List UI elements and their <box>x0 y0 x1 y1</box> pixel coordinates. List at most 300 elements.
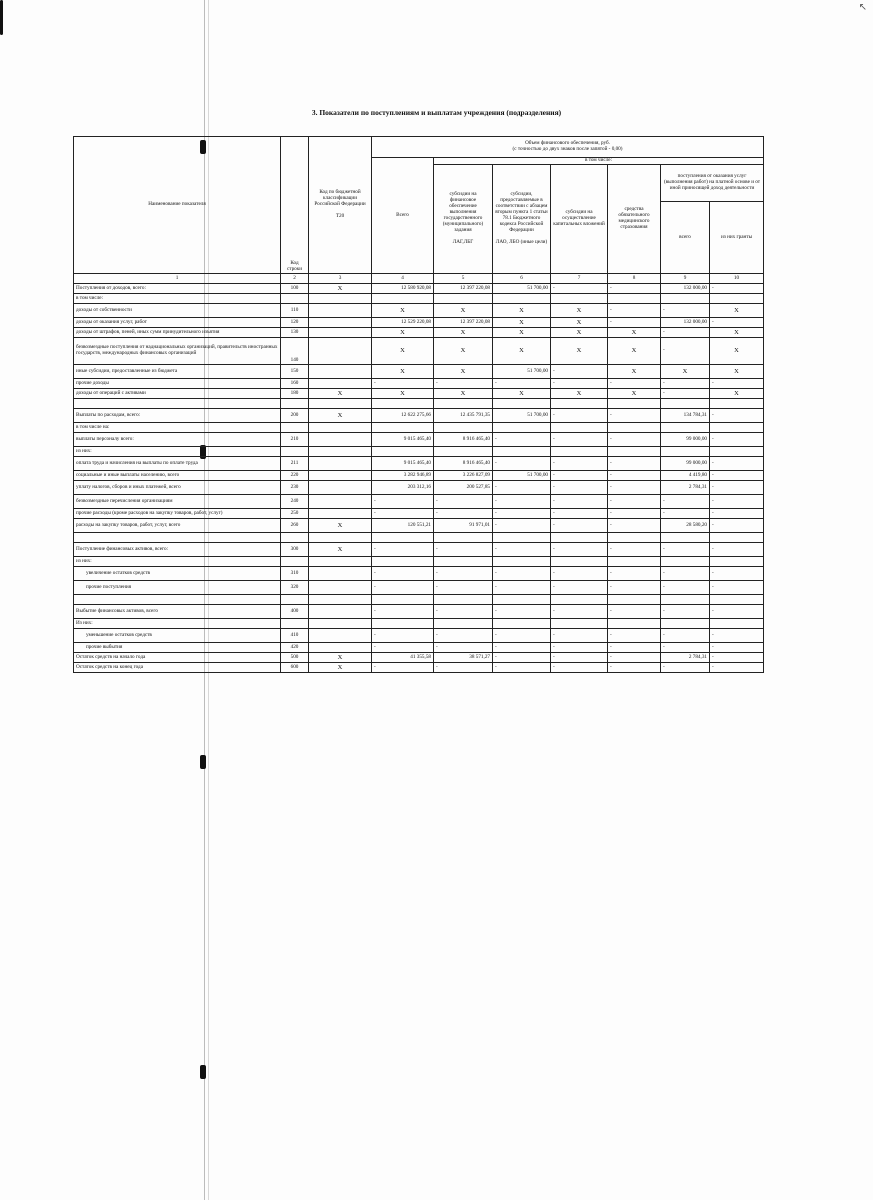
column-number: 5 <box>434 274 493 284</box>
row-kbk <box>309 605 372 619</box>
cell-c5 <box>434 294 493 304</box>
cell-c4: 12 529 220,08 <box>372 318 434 328</box>
cell-c7 <box>551 619 608 629</box>
row-name: Поступления от доходов, всего: <box>74 284 281 294</box>
cell-c4: 12 622 275,66 <box>372 409 434 423</box>
cell-c6: - <box>493 519 551 533</box>
cell-c9: 2 784,31 <box>661 653 710 663</box>
row-name: безвозмездные перечисления организациям <box>74 495 281 509</box>
cell-c10: - <box>710 471 764 481</box>
cell-c6: - <box>493 663 551 673</box>
row-name: иные субсидии, предоставленные из бюджета <box>74 365 281 379</box>
header-c8: средства обязательного медицинского страхования <box>608 165 661 274</box>
cell-c8: - <box>608 433 661 447</box>
scan-edge-mark <box>0 0 3 35</box>
cell-c7: - <box>551 471 608 481</box>
cell-c7: - <box>551 519 608 533</box>
cell-c10: - <box>710 284 764 294</box>
row-name: доходы от операций с активами <box>74 389 281 399</box>
cell-c4: - <box>372 379 434 389</box>
header-volume-label: Объем финансового обеспечения, руб. <box>525 140 610 147</box>
cell-c10 <box>710 557 764 567</box>
cell-c10: - <box>710 495 764 509</box>
cell-c6: 51 700,00 <box>493 365 551 379</box>
row-code <box>281 423 309 433</box>
cell-c5: 3 226 827,09 <box>434 471 493 481</box>
column-number: 1 <box>74 274 281 284</box>
row-kbk <box>309 567 372 581</box>
row-name: социальные и иные выплаты населению, всего <box>74 471 281 481</box>
cell-c10: - <box>710 605 764 619</box>
table-row <box>74 605 764 619</box>
column-number: 4 <box>372 274 434 284</box>
cell-c4 <box>372 557 434 567</box>
table-row <box>74 284 764 294</box>
row-kbk <box>309 447 372 457</box>
cell-c10: - <box>710 543 764 557</box>
cell-c9 <box>661 294 710 304</box>
cell-c10: - <box>710 581 764 595</box>
cell-c10: - <box>710 653 764 663</box>
row-code: 320 <box>281 581 309 595</box>
empty-cell <box>434 533 493 543</box>
row-kbk: X <box>309 543 372 557</box>
row-code: 240 <box>281 495 309 509</box>
empty-cell <box>551 399 608 409</box>
cell-c7: X <box>551 304 608 318</box>
cell-c4: - <box>372 663 434 673</box>
cell-c6 <box>493 294 551 304</box>
row-code: 200 <box>281 409 309 423</box>
table-row <box>74 643 764 653</box>
cell-c10: - <box>710 409 764 423</box>
cell-c10: - <box>710 509 764 519</box>
cell-c7: - <box>551 409 608 423</box>
spacer-row <box>74 595 764 605</box>
empty-cell <box>551 595 608 605</box>
row-name: Из них: <box>74 619 281 629</box>
cell-c6 <box>493 423 551 433</box>
cell-c6: - <box>493 457 551 471</box>
cell-c8 <box>608 557 661 567</box>
cell-c5: - <box>434 605 493 619</box>
cell-c7 <box>551 423 608 433</box>
cell-c8 <box>608 294 661 304</box>
cell-c6: - <box>493 433 551 447</box>
empty-cell <box>710 399 764 409</box>
table-row <box>74 409 764 423</box>
cell-c8: X <box>608 338 661 365</box>
cell-c8: X <box>608 365 661 379</box>
row-code: 160 <box>281 379 309 389</box>
cell-c10: - <box>710 567 764 581</box>
table-row <box>74 543 764 557</box>
column-number: 10 <box>710 274 764 284</box>
cell-c9: - <box>661 629 710 643</box>
row-name: безвозмездные поступления от наднациональных организаций, правительств иностранных государств, международных финансовых организаций <box>74 338 281 365</box>
cell-c8: - <box>608 605 661 619</box>
row-name: уменьшение остатков средств <box>74 629 281 643</box>
column-number-row <box>74 274 764 284</box>
header-c9: всего <box>661 202 710 274</box>
cell-c8 <box>608 447 661 457</box>
cell-c9: 99 000,00 <box>661 457 710 471</box>
empty-cell <box>493 595 551 605</box>
cell-c7: X <box>551 318 608 328</box>
cell-c9 <box>661 557 710 567</box>
empty-cell <box>309 399 372 409</box>
row-code <box>281 557 309 567</box>
cell-c6: X <box>493 304 551 318</box>
cell-c5: 200 527,85 <box>434 481 493 495</box>
table-row <box>74 457 764 471</box>
row-code: 400 <box>281 605 309 619</box>
cell-c4: - <box>372 509 434 519</box>
cell-c7: - <box>551 433 608 447</box>
cell-c6: - <box>493 643 551 653</box>
cell-c4: - <box>372 543 434 557</box>
cell-c4: - <box>372 605 434 619</box>
cell-c5: 8 916 465,40 <box>434 433 493 447</box>
empty-cell <box>309 533 372 543</box>
cell-c6: - <box>493 509 551 519</box>
table-row <box>74 433 764 447</box>
cell-c7: - <box>551 481 608 495</box>
row-name: доходы от собственности <box>74 304 281 318</box>
cell-c7: - <box>551 653 608 663</box>
row-name: уплату налогов, сборов и иных платежей, всего <box>74 481 281 495</box>
row-code: 310 <box>281 567 309 581</box>
cell-c8: - <box>608 495 661 509</box>
column-number: 9 <box>661 274 710 284</box>
cell-c9: - <box>661 581 710 595</box>
row-kbk <box>309 471 372 481</box>
column-number: 3 <box>309 274 372 284</box>
table-row <box>74 619 764 629</box>
cell-c7: - <box>551 663 608 673</box>
cell-c7: - <box>551 495 608 509</box>
column-number: 8 <box>608 274 661 284</box>
header-c7: субсидии на осуществление капитальных вложений <box>551 165 608 274</box>
cell-c10 <box>710 423 764 433</box>
cell-c6: 51 700,00 <box>493 284 551 294</box>
row-code: 110 <box>281 304 309 318</box>
table-row <box>74 389 764 399</box>
row-kbk <box>309 318 372 328</box>
cell-c10: - <box>710 457 764 471</box>
row-name: из них: <box>74 447 281 457</box>
cell-c10: - <box>710 481 764 495</box>
cell-c10: X <box>710 328 764 338</box>
cell-c5: X <box>434 304 493 318</box>
column-number: 6 <box>493 274 551 284</box>
row-name: прочие расходы (кроме расходов на закупку товаров, работ, услуг) <box>74 509 281 519</box>
cell-c9: - <box>661 605 710 619</box>
row-code: 250 <box>281 509 309 519</box>
empty-cell <box>372 595 434 605</box>
cell-c6: - <box>493 605 551 619</box>
cell-c6: X <box>493 318 551 328</box>
cell-c10 <box>710 294 764 304</box>
row-kbk <box>309 509 372 519</box>
empty-cell <box>434 399 493 409</box>
cell-c9 <box>661 447 710 457</box>
row-kbk <box>309 643 372 653</box>
cell-c9: 2 784,31 <box>661 481 710 495</box>
table-row <box>74 294 764 304</box>
cell-c8: - <box>608 471 661 481</box>
cell-c9: - <box>661 304 710 318</box>
row-name: увеличение остатков средств <box>74 567 281 581</box>
cell-c9: 28 580,20 <box>661 519 710 533</box>
row-kbk: X <box>309 409 372 423</box>
cell-c10: - <box>710 643 764 653</box>
empty-cell <box>661 595 710 605</box>
cell-c5: X <box>434 365 493 379</box>
cell-c5: - <box>434 495 493 509</box>
cell-c8: - <box>608 629 661 643</box>
row-code: 220 <box>281 471 309 481</box>
header-c5 <box>434 165 493 274</box>
empty-cell <box>372 533 434 543</box>
table-row <box>74 318 764 328</box>
row-kbk <box>309 629 372 643</box>
header-c5-label: субсидии на финансовое обеспечение выполнения государственного (муниципального) задания <box>442 191 484 233</box>
cell-c4: X <box>372 389 434 399</box>
table-row <box>74 379 764 389</box>
cell-c5: X <box>434 328 493 338</box>
cell-c7 <box>551 447 608 457</box>
row-kbk <box>309 294 372 304</box>
row-code: 600 <box>281 663 309 673</box>
cell-c5: X <box>434 389 493 399</box>
row-code: 410 <box>281 629 309 643</box>
empty-cell <box>74 399 281 409</box>
cell-c6: - <box>493 653 551 663</box>
cell-c5: - <box>434 643 493 653</box>
cell-c5: 91 971,01 <box>434 519 493 533</box>
row-kbk: X <box>309 653 372 663</box>
cell-c6: X <box>493 338 551 365</box>
cell-c5 <box>434 447 493 457</box>
header-kbk-code: Т20 <box>335 212 345 219</box>
row-name: Выплаты по расходам, всего: <box>74 409 281 423</box>
cell-c6: - <box>493 629 551 643</box>
cell-c6: - <box>493 481 551 495</box>
cell-c9: 132 000,00 <box>661 318 710 328</box>
cell-c9: - <box>661 389 710 399</box>
cell-c8: - <box>608 284 661 294</box>
cell-c4: 120 551,21 <box>372 519 434 533</box>
cell-c5: 12 397 220,08 <box>434 318 493 328</box>
cell-c8: - <box>608 481 661 495</box>
row-code: 120 <box>281 318 309 328</box>
row-code <box>281 619 309 629</box>
spacer-row <box>74 399 764 409</box>
cell-c6: X <box>493 389 551 399</box>
cell-c7: - <box>551 284 608 294</box>
cell-c9: - <box>661 328 710 338</box>
cell-c5: - <box>434 581 493 595</box>
cell-c4 <box>372 447 434 457</box>
cell-c8 <box>608 619 661 629</box>
cell-c9: 99 000,00 <box>661 433 710 447</box>
cell-c9: 4 419,80 <box>661 471 710 481</box>
cell-c8: - <box>608 519 661 533</box>
cell-c7: X <box>551 389 608 399</box>
empty-cell <box>608 533 661 543</box>
cell-c4: 41 355,58 <box>372 653 434 663</box>
cell-c4: - <box>372 581 434 595</box>
cell-c7: - <box>551 581 608 595</box>
cell-c10 <box>710 447 764 457</box>
cell-c10: X <box>710 338 764 365</box>
cell-c6: - <box>493 543 551 557</box>
empty-cell <box>309 595 372 605</box>
header-kbk <box>309 137 372 274</box>
table-row <box>74 663 764 673</box>
empty-cell <box>661 399 710 409</box>
cell-c9: - <box>661 338 710 365</box>
header-volume-note: (с точностью до двух знаков после запятой - 0,00) <box>512 146 623 152</box>
cell-c8: - <box>608 653 661 663</box>
cell-c7: - <box>551 643 608 653</box>
cell-c5 <box>434 423 493 433</box>
row-kbk <box>309 379 372 389</box>
cell-c9: 134 784,31 <box>661 409 710 423</box>
empty-cell <box>661 533 710 543</box>
row-code: 140 <box>281 338 309 365</box>
page-title: 3. Показатели по поступлениям и выплатам учреждения (подразделения) <box>311 108 562 117</box>
cell-c5: - <box>434 629 493 643</box>
column-number: 2 <box>281 274 309 284</box>
cell-c10: X <box>710 304 764 318</box>
cell-c10: - <box>710 379 764 389</box>
scan-hole-mark <box>200 755 206 769</box>
cell-c9: - <box>661 509 710 519</box>
row-name: Выбытие финансовых активов, всего <box>74 605 281 619</box>
cell-c5 <box>434 619 493 629</box>
table-row <box>74 447 764 457</box>
row-name: в том числе на: <box>74 423 281 433</box>
income-expense-table <box>73 136 764 673</box>
cell-c7 <box>551 294 608 304</box>
cell-c5: - <box>434 663 493 673</box>
cell-c8: - <box>608 581 661 595</box>
table-row <box>74 557 764 567</box>
cell-c10: - <box>710 663 764 673</box>
row-code: 150 <box>281 365 309 379</box>
cell-c8: - <box>608 409 661 423</box>
row-kbk <box>309 581 372 595</box>
row-kbk <box>309 423 372 433</box>
cell-c8: - <box>608 304 661 318</box>
cell-c9 <box>661 423 710 433</box>
cell-c6: - <box>493 379 551 389</box>
cell-c5: X <box>434 338 493 365</box>
header-code: Код строки <box>281 137 309 274</box>
scan-hole-mark <box>200 1065 206 1079</box>
header-including: в том числе: <box>434 158 764 165</box>
row-kbk <box>309 619 372 629</box>
row-name: прочие доходы <box>74 379 281 389</box>
header-total: Всего <box>372 158 434 274</box>
table-row <box>74 509 764 519</box>
cell-c9: - <box>661 643 710 653</box>
cell-c10: - <box>710 318 764 328</box>
empty-cell <box>493 399 551 409</box>
row-code <box>281 294 309 304</box>
row-code: 210 <box>281 433 309 447</box>
header-kbk-label: Код по бюджетной классификации Российской Федерации <box>314 189 366 208</box>
table-row <box>74 365 764 379</box>
cell-c9: - <box>661 567 710 581</box>
cell-c6 <box>493 557 551 567</box>
cell-c8: - <box>608 663 661 673</box>
cell-c4 <box>372 294 434 304</box>
row-name: из них: <box>74 557 281 567</box>
row-name: прочие поступления <box>74 581 281 595</box>
empty-cell <box>372 399 434 409</box>
table-row <box>74 581 764 595</box>
row-name: доходы от штрафов, пеней, иных сумм принудительного изъятия <box>74 328 281 338</box>
empty-cell <box>281 399 309 409</box>
cell-c4: - <box>372 567 434 581</box>
cell-c7: - <box>551 457 608 471</box>
row-kbk: X <box>309 284 372 294</box>
cell-c10: - <box>710 629 764 643</box>
table-row <box>74 338 764 365</box>
row-kbk: X <box>309 663 372 673</box>
cell-c10: X <box>710 365 764 379</box>
row-kbk: X <box>309 519 372 533</box>
cell-c4: 203 312,16 <box>372 481 434 495</box>
cell-c5: - <box>434 379 493 389</box>
empty-cell <box>608 595 661 605</box>
header-volume <box>372 137 764 158</box>
cell-c4 <box>372 423 434 433</box>
row-name: Остаток средств на конец года <box>74 663 281 673</box>
cell-c4 <box>372 619 434 629</box>
cell-c4: 12 580 920,08 <box>372 284 434 294</box>
row-code: 420 <box>281 643 309 653</box>
cell-c7: X <box>551 328 608 338</box>
table-row <box>74 304 764 318</box>
cell-c10: X <box>710 389 764 399</box>
row-code: 211 <box>281 457 309 471</box>
cell-c4: 9 015 465,40 <box>372 433 434 447</box>
row-kbk <box>309 338 372 365</box>
cell-c6 <box>493 619 551 629</box>
cell-c7 <box>551 557 608 567</box>
row-kbk <box>309 495 372 509</box>
cell-c10 <box>710 619 764 629</box>
cell-c7: - <box>551 629 608 643</box>
header-c9-group: поступления от оказания услуг (выполнения работ) на платной основе и от иной приносящей доход деятельности <box>661 165 764 202</box>
empty-cell <box>281 533 309 543</box>
cell-c8: X <box>608 328 661 338</box>
row-code: 300 <box>281 543 309 557</box>
empty-cell <box>74 595 281 605</box>
cell-c10: - <box>710 433 764 447</box>
cell-c5: 12 397 220,08 <box>434 284 493 294</box>
empty-cell <box>493 533 551 543</box>
row-kbk <box>309 328 372 338</box>
table-row <box>74 495 764 509</box>
cell-c4: X <box>372 365 434 379</box>
column-number: 7 <box>551 274 608 284</box>
cell-c9: 132 000,00 <box>661 284 710 294</box>
